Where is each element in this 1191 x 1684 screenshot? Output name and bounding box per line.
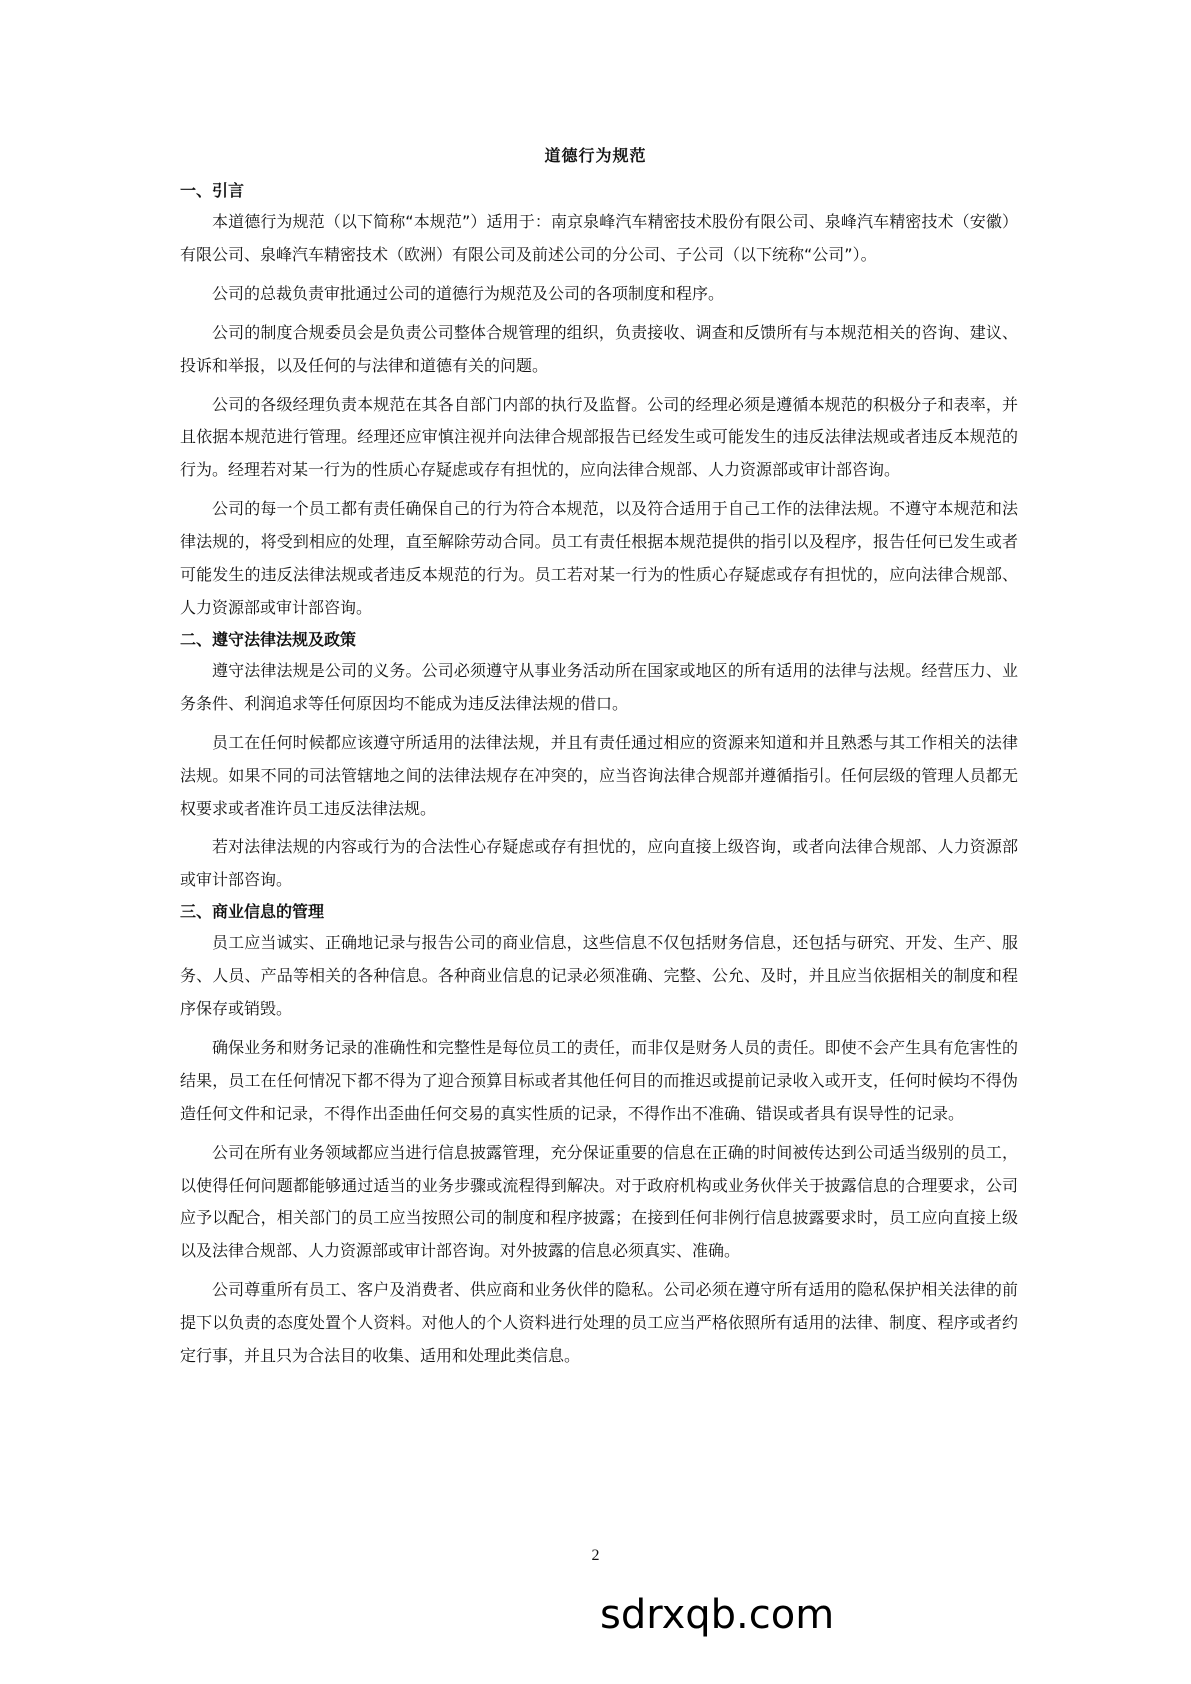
paragraph: 公司的制度合规委员会是负责公司整体合规管理的组织，负责接收、调查和反馈所有与本规范相关的咨询、建议、投诉和举报，以及任何的与法律和道德有关的问题。 [180,322,1018,375]
paragraph: 遵守法律法规是公司的义务。公司必须遵守从事业务活动所在国家或地区的所有适用的法律与法规。经营压力、业务条件、利润追求等任何原因均不能成为违反法律法规的借口。 [180,660,1018,713]
paragraph: 公司的各级经理负责本规范在其各自部门内部的执行及监督。公司的经理必须是遵循本规范的积极分子和表率，并且依据本规范进行管理。经理还应审慎注视并向法律合规部报告已经发生或可能发生的违反法律法规或者违反本规范的行为。经理若对某一行为的性质心存疑虑或存有担忧的，应向法律合规部、人力资源部或审计部咨询。 [180,394,1018,480]
section-heading: 三、商业信息的管理 [180,902,325,922]
paragraph: 员工在任何时候都应该遵守所适用的法律法规，并且有责任通过相应的资源来知道和并且熟悉与其工作相关的法律法规。如果不同的司法管辖地之间的法律法规存在冲突的，应当咨询法律合规部并遵循指引。任何层级的管理人员都无权要求或者准许员工违反法律法规。 [180,732,1018,818]
document-title: 道德行为规范 [544,146,647,165]
paragraph: 若对法律法规的内容或行为的合法性心存疑虑或存有担忧的，应向直接上级咨询，或者向法律合规部、人力资源部或审计部咨询。 [180,837,1018,890]
paragraph: 公司的每一个员工都有责任确保自己的行为符合本规范，以及符合适用于自己工作的法律法规。不遵守本规范和法律法规的，将受到相应的处理，直至解除劳动合同。员工有责任根据本规范提供的指引以及程序，报告任何已发生或者可能发生的违反法律法规或者违反本规范的行为。员工若对某一行为的性质心存疑虑或存有担忧的，应向法律合规部、人力资源部或审计部咨询。 [180,499,1018,617]
section-introduction [180,176,1018,625]
section-heading: 二、遵守法律法规及政策 [180,629,357,649]
page-number: 2 [591,1547,600,1564]
section-legal-compliance [180,625,1018,897]
paragraph: 公司在所有业务领域都应当进行信息披露管理，充分保证重要的信息在正确的时间被传达到公司适当级别的员工，以使得任何问题都能够通过适当的业务步骤或流程得到解决。对于政府机构或业务伙伴关于披露信息的合理要求，公司应予以配合，相关部门的员工应当按照公司的制度和程序披露；在接到任何非例行信息披露要求时，员工应向直接上级以及法律合规部、人力资源部或审计部咨询。对外披露的信息必须真实、准确。 [180,1142,1018,1261]
paragraph: 员工应当诚实、正确地记录与报告公司的商业信息，这些信息不仅包括财务信息，还包括与研究、开发、生产、服务、人员、产品等相关的各种信息。各种商业信息的记录必须准确、完整、公允、及时，并且应当依据相关的制度和程序保存或销毁。 [180,933,1018,1019]
paragraph: 本道德行为规范（以下简称“本规范”）适用于：南京泉峰汽车精密技术股份有限公司、泉峰汽车精密技术（安徽）有限公司、泉峰汽车精密技术（欧洲）有限公司及前述公司的分公司、子公司（以下统称“公司”）。 [180,212,1018,264]
section-business-information [180,897,1018,1373]
watermark-text: sdrxqb.com [600,1592,835,1638]
paragraph: 确保业务和财务记录的准确性和完整性是每位员工的责任，而非仅是财务人员的责任。即使不会产生具有危害性的结果，员工在任何情况下都不得为了迎合预算目标或者其他任何目的而推迟或提前记录收入或开支，任何时候均不得伪造任何文件和记录，不得作出歪曲任何交易的真实性质的记录，不得作出不准确、错误或者具有误导性的记录。 [180,1037,1018,1123]
document-body [180,176,1018,1373]
paragraph: 公司尊重所有员工、客户及消费者、供应商和业务伙伴的隐私。公司必须在遵守所有适用的隐私保护相关法律的前提下以负责的态度处置个人资料。对他人的个人资料进行处理的员工应当严格依照所有适用的法律、制度、程序或者约定行事，并且只为合法目的收集、适用和处理此类信息。 [180,1280,1018,1366]
paragraph: 公司的总裁负责审批通过公司的道德行为规范及公司的各项制度和程序。 [212,283,725,303]
section-heading: 一、引言 [180,181,245,200]
